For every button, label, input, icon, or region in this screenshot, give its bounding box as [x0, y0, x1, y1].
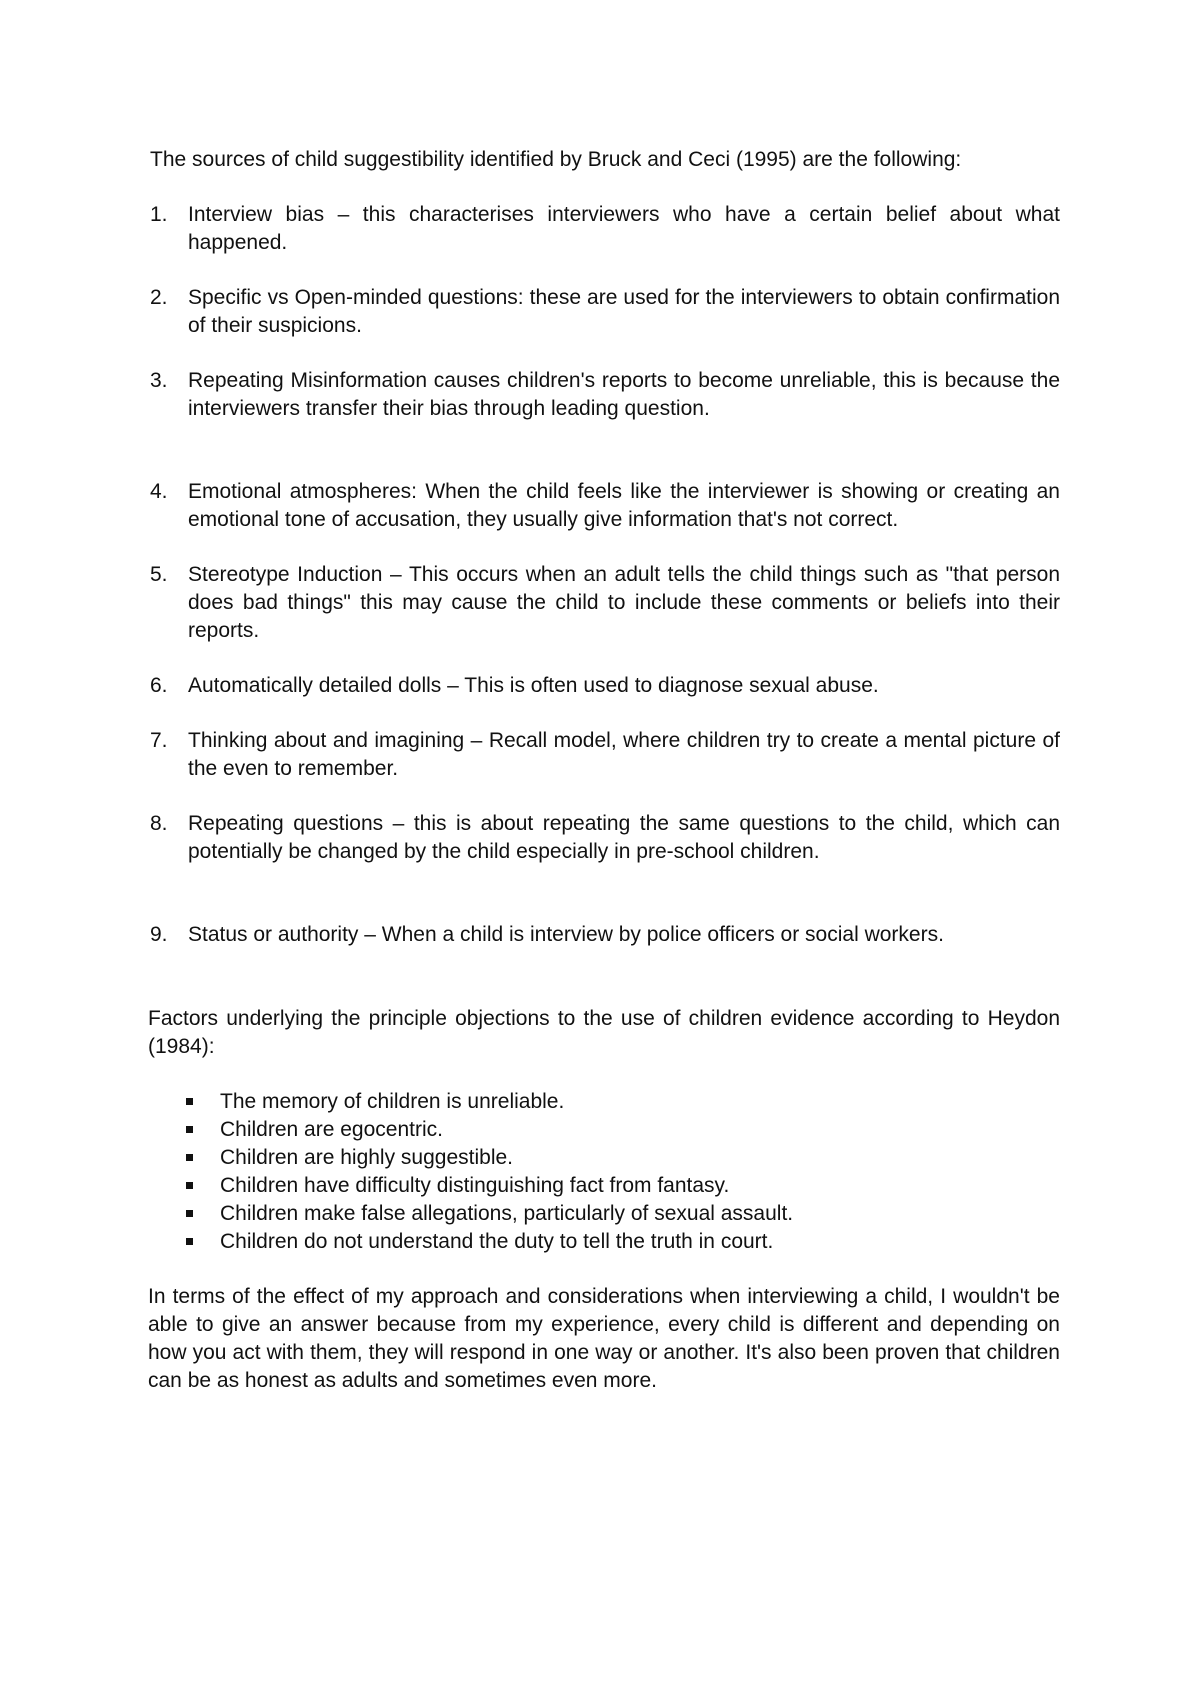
list-item-text: Thinking about and imagining – Recall model, where children try to create a mental picture of the even to remember. [188, 729, 1060, 780]
bullet-item-text: The memory of children is unreliable. [220, 1090, 565, 1113]
bullet-item-text: Children are egocentric. [220, 1118, 443, 1141]
list-item [148, 367, 1060, 423]
bullet-item-text: Children have difficulty distinguishing fact from fantasy. [220, 1174, 730, 1197]
square-bullet-icon [186, 1238, 193, 1245]
square-bullet-icon [186, 1126, 193, 1133]
list-item-text: Interview bias – this characterises interviewers who have a certain belief about what happened. [188, 203, 1060, 254]
list-item-text: Automatically detailed dolls – This is often used to diagnose sexual abuse. [188, 674, 879, 697]
list-number: 3. [150, 369, 168, 392]
list-item [148, 201, 1060, 257]
square-bullet-icon [186, 1098, 193, 1105]
list-number: 5. [150, 563, 168, 586]
suggestibility-sources-list [148, 201, 1060, 949]
bullet-item-text: Children are highly suggestible. [220, 1146, 514, 1169]
list-item-text: Specific vs Open-minded questions: these are used for the interviewers to obtain confirmation of their suspicions. [188, 286, 1060, 337]
bullet-item [148, 1144, 1060, 1172]
factors-intro-paragraph: Factors underlying the principle objections to the use of children evidence according to Heydon (1984): [148, 1007, 1060, 1058]
list-item [148, 921, 1060, 949]
list-number: 2. [150, 286, 168, 309]
list-number: 1. [150, 203, 168, 226]
list-item-text: Repeating questions – this is about repeating the same questions to the child, which can potentially be changed by the child especially in pre-school children. [188, 812, 1060, 863]
list-item-text: Emotional atmospheres: When the child feels like the interviewer is showing or creating an emotional tone of accusation, they usually give information that's not correct. [188, 480, 1060, 531]
square-bullet-icon [186, 1210, 193, 1217]
bullet-item [148, 1228, 1060, 1256]
list-item-text: Repeating Misinformation causes children's reports to become unreliable, this is because the interviewers transfer their bias through leading question. [188, 369, 1060, 420]
objections-list [148, 1088, 1060, 1256]
list-item [148, 672, 1060, 700]
list-item [148, 284, 1060, 340]
list-number: 4. [150, 480, 168, 503]
square-bullet-icon [186, 1154, 193, 1161]
square-bullet-icon [186, 1182, 193, 1189]
list-item [148, 561, 1060, 645]
list-number: 6. [150, 674, 168, 697]
list-number: 8. [150, 812, 168, 835]
bullet-item [148, 1116, 1060, 1144]
intro-paragraph: The sources of child suggestibility identified by Bruck and Ceci (1995) are the following: [150, 148, 962, 171]
list-item [148, 810, 1060, 866]
list-item-text: Status or authority – When a child is interview by police officers or social workers. [188, 923, 944, 946]
list-item [148, 478, 1060, 534]
bullet-item-text: Children do not understand the duty to tell the truth in court. [220, 1230, 774, 1253]
closing-paragraph: In terms of the effect of my approach and considerations when interviewing a child, I wouldn't be able to give an answer because from my experience, every child is different and depending on how you act with them, they will respond in one way or another. It's also been proven that children can be as honest as adults and sometimes even more. [148, 1285, 1060, 1392]
bullet-item [148, 1200, 1060, 1228]
list-number: 7. [150, 729, 168, 752]
list-item [148, 727, 1060, 783]
document-page [148, 146, 1060, 1395]
list-item-text: Stereotype Induction – This occurs when an adult tells the child things such as "that person does bad things" this may cause the child to include these comments or beliefs into their reports. [188, 563, 1060, 642]
bullet-item-text: Children make false allegations, particularly of sexual assault. [220, 1202, 794, 1225]
bullet-item [148, 1088, 1060, 1116]
list-number: 9. [150, 923, 168, 946]
bullet-item [148, 1172, 1060, 1200]
